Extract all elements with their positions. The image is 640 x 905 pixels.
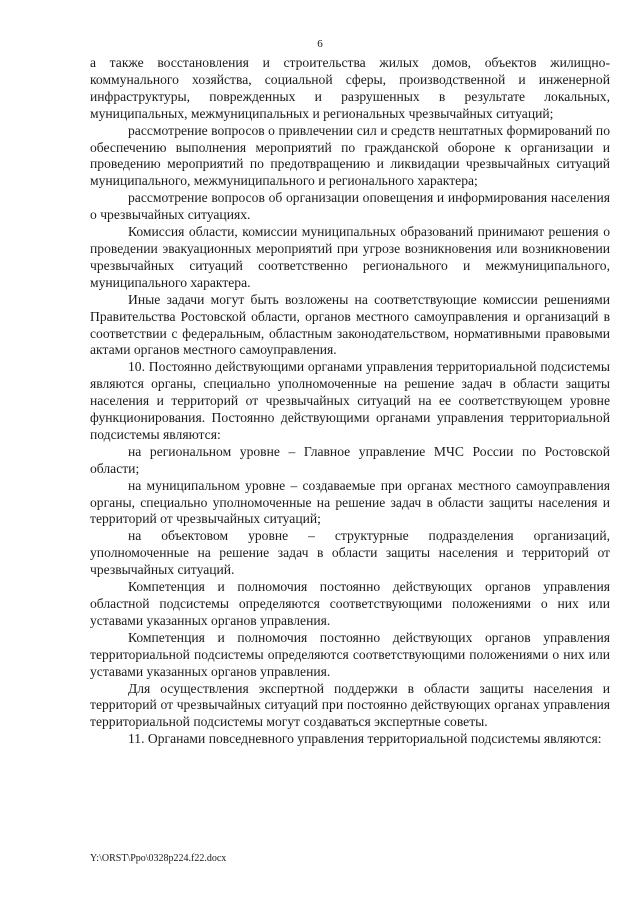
paragraph-5: Иные задачи могут быть возложены на соответствующие комиссии решениями Правительства Ростовской области, органов местного самоуправления и организаций в соответствии с федеральным, областным законодательством, нормативными правовыми актами органов местного самоуправления. bbox=[90, 291, 610, 358]
paragraph-12: Для осуществления экспертной поддержки в области защиты населения и территорий от чрезвычайных ситуаций при постоянно действующих органах управления территориальной подсистемы могут создаваться экспертные советы. bbox=[90, 680, 610, 730]
document-body bbox=[90, 55, 610, 748]
paragraph-3: рассмотрение вопросов об организации оповещения и информирования населения о чрезвычайных ситуациях. bbox=[90, 190, 610, 223]
paragraph-4: Комиссия области, комиссии муниципальных образований принимают решения о проведении эвакуационных мероприятий при угрозе возникновения или возникновении чрезвычайных ситуаций соответственно регионального и межмуниципального, муниципального характера. bbox=[90, 224, 610, 290]
file-path-footer: Y:\ORST\Ppo\0328p224.f22.docx bbox=[90, 853, 227, 864]
paragraph-2: рассмотрение вопросов о привлечении сил и средств нештатных формирований по обеспечению выполнения мероприятий по гражданской обороне к организации и проведению мероприятий по предотвращению и ликвидации чрезвычайных ситуаций муниципального, межмуниципального и регионального характера; bbox=[90, 122, 610, 189]
paragraph-6: 10. Постоянно действующими органами управления территориальной подсистемы являются органы, специально уполномоченные на решение задач в области защиты населения и территорий от чрезвычайных ситуаций на ее соответствующем уровне функционирования. Постоянно действующими органами управления территориальной подсистемы являются: bbox=[90, 359, 610, 442]
paragraph-10: Компетенция и полномочия постоянно действующих органов управления областной подсистемы определяются соответствующими положениями о них или уставами указанных органов управления. bbox=[90, 579, 610, 628]
paragraph-1: а также восстановления и строительства жилых домов, объектов жилищно-коммунального хозяйства, социальной сферы, производственной и инженерной инфраструктуры, поврежденных и разрушенных в результате локальных, муниципальных, межмуниципальных и региональных чрезвычайных ситуаций; bbox=[90, 55, 610, 121]
paragraph-13: 11. Органами повседневного управления территориальной подсистемы являются: bbox=[128, 731, 602, 747]
page-number: 6 bbox=[317, 38, 323, 50]
paragraph-7: на региональном уровне – Главное управление МЧС России по Ростовской области; bbox=[90, 443, 610, 476]
paragraph-9: на объектовом уровне – структурные подразделения организаций, уполномоченные на решение задач в области защиты населения и территорий от чрезвычайных ситуаций. bbox=[90, 528, 610, 578]
paragraph-11: Компетенция и полномочия постоянно действующих органов управления территориальной подсистемы определяются соответствующими положениями о них или уставами указанных органов управления. bbox=[90, 629, 610, 679]
paragraph-8: на муниципальном уровне – создаваемые при органах местного самоуправления органы, специально уполномоченные на решение задач в области защиты населения и территорий от чрезвычайных ситуаций; bbox=[90, 477, 610, 527]
